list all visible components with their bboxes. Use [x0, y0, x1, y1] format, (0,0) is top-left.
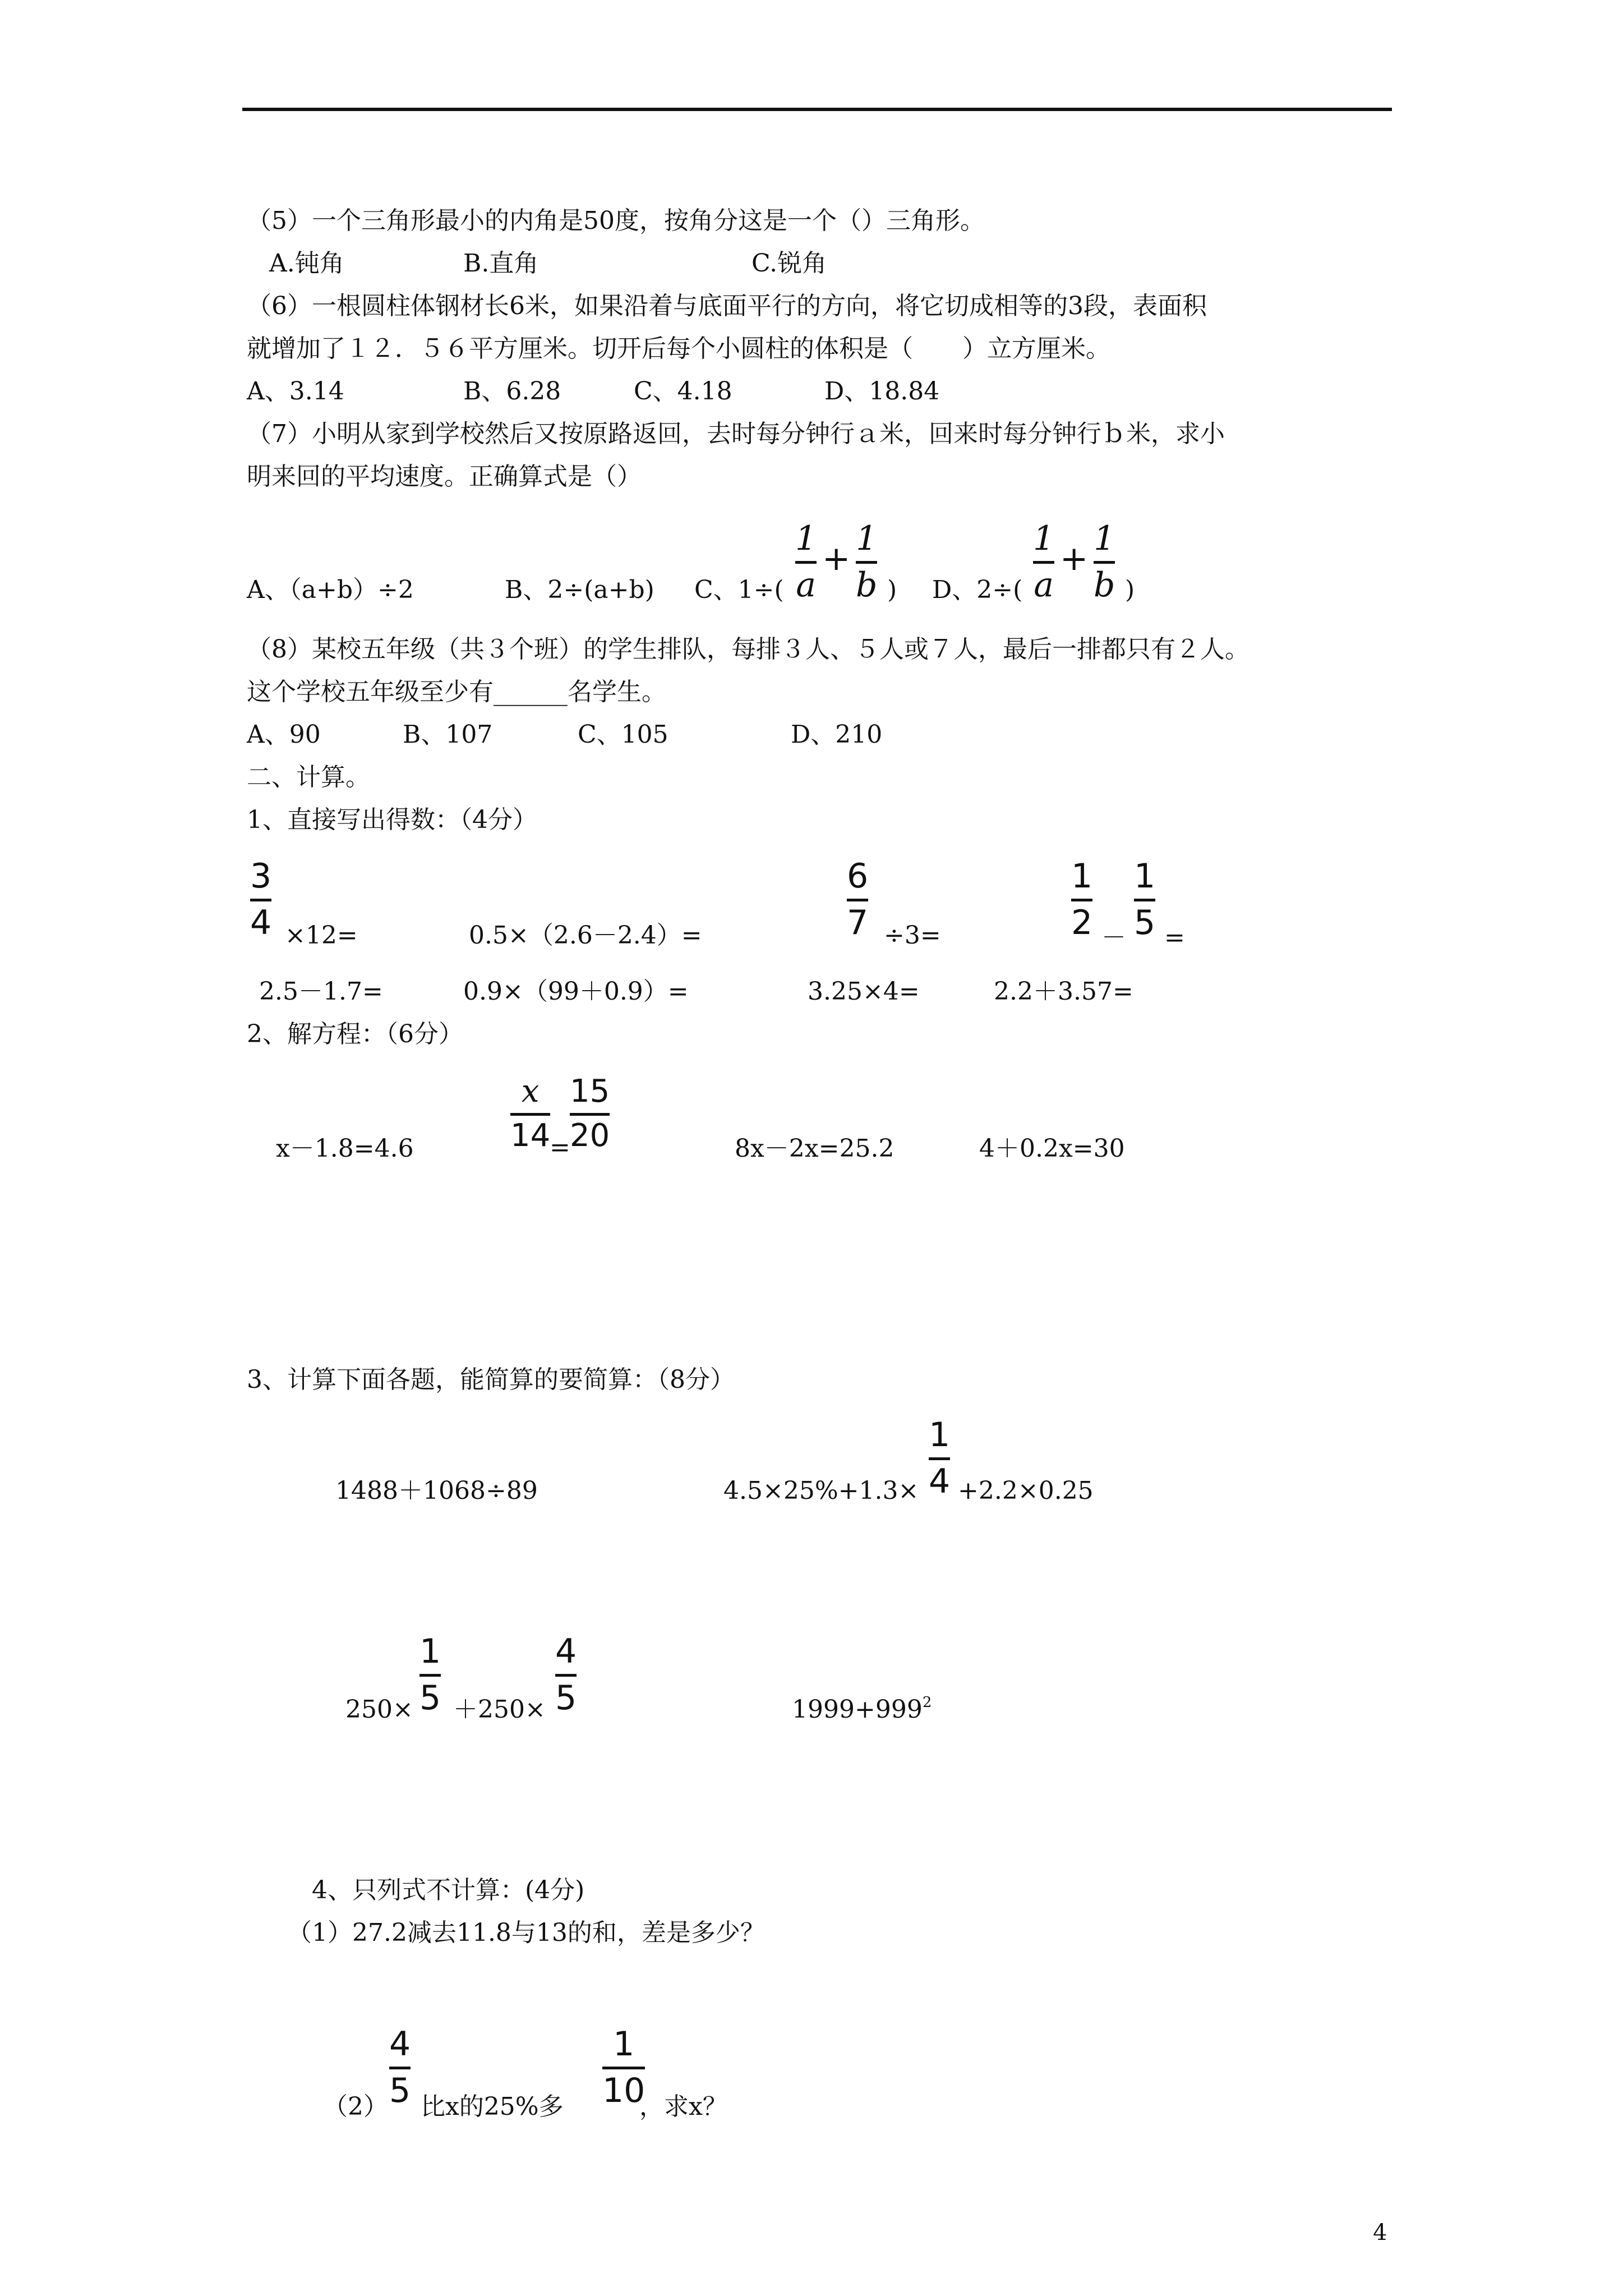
q8-option-a: A、90 [247, 720, 321, 749]
q6-option-a: A、3.14 [247, 377, 344, 406]
p1-e3-rest: ÷3= [884, 921, 941, 950]
q7-c-fraction-1-over-a: 1 a [795, 519, 817, 605]
p3-c3-prefix: 250× [345, 1695, 413, 1724]
p1-e3-fraction: 6 7 [847, 857, 869, 942]
q7-c-fraction-1-over-b: 1 b [856, 519, 878, 605]
p3-c1: 1488＋1068÷89 [335, 1476, 538, 1505]
q5-option-b: B.直角 [463, 249, 539, 278]
q7-line2: 明来回的平均速度。正确算式是（） [247, 462, 642, 491]
p3-c4-base: 1999+999 [792, 1695, 923, 1724]
p2-eq2-equals: = [550, 1133, 570, 1162]
q6-option-d: D、18.84 [824, 377, 940, 406]
q6-line2: 就增加了１２．５６平方厘米。切开后每个小圆柱的体积是（ ）立方厘米。 [247, 334, 1110, 363]
section-2-heading: 二、计算。 [247, 763, 370, 792]
q8-option-d: D、210 [791, 720, 883, 749]
p1-e4-fraction-2: 1 5 [1134, 857, 1156, 942]
q7-c-plus: + [822, 539, 851, 578]
p4-q2-suffix: ，求x？ [639, 2092, 727, 2121]
p1-e7: 3.25×4= [808, 977, 920, 1006]
part3-title: 3、计算下面各题，能简算的要简算：（8分） [247, 1365, 735, 1394]
q5-stem: （5）一个三角形最小的内角是50度，按角分这是一个（）三角形。 [247, 206, 985, 235]
p4-q1: （1）27.2减去11.8与13的和，差是多少？ [287, 1918, 765, 1947]
part2-title: 2、解方程：（6分） [247, 1020, 463, 1048]
q7-option-b: B、2÷(a+b) [505, 576, 654, 604]
q6-option-c: C、4.18 [634, 377, 732, 406]
q7-d-fraction-1-over-b: 1 b [1094, 519, 1115, 605]
header-rule [242, 108, 1392, 111]
page-number: 4 [1373, 2220, 1387, 2246]
p3-c4-exponent: 2 [922, 1694, 932, 1711]
q6-line1: （6）一根圆柱体钢材长6米，如果沿着与底面平行的方向，将它切成相等的3段，表面积 [247, 292, 1207, 320]
p3-c3-fraction-1: 1 5 [419, 1632, 441, 1718]
p2-eq2-fraction-x-over-14: x 14 [510, 1073, 551, 1154]
p1-e1-fraction: 3 4 [250, 857, 272, 942]
p2-eq2-fraction-15-over-20: 15 20 [570, 1073, 610, 1154]
q7-d-fraction-1-over-a: 1 a [1033, 519, 1055, 605]
p3-c2-prefix: 4.5×25%+1.3× [723, 1476, 919, 1505]
p1-e5: 2.5－1.7= [259, 977, 383, 1006]
q7-option-d-prefix: D、2÷( [932, 576, 1023, 604]
q8-line2: 这个学校五年级至少有______名学生。 [247, 678, 666, 706]
p3-c4 [792, 1694, 932, 1724]
q7-line1: （7）小明从家到学校然后又按原路返回，去时每分钟行ａ米，回来时每分钟行ｂ米，求小 [247, 420, 1225, 448]
q8-line1: （8）某校五年级（共３个班）的学生排队，每排３人、５人或７人，最后一排都只有２人。 [247, 635, 1249, 664]
q5-option-a: A.钝角 [269, 249, 344, 278]
p2-eq4: 4＋0.2x=30 [979, 1134, 1125, 1163]
q6-option-b: B、6.28 [463, 377, 561, 406]
p4-q2-prefix: （2） [323, 2092, 388, 2121]
q5-option-c: C.锐角 [751, 249, 827, 278]
p3-c2-fraction: 1 4 [929, 1415, 951, 1501]
part4-title: 4、只列式不计算：(4分) [312, 1876, 585, 1904]
p1-e8: 2.2＋3.57= [994, 977, 1133, 1006]
p2-eq3: 8x－2x=25.2 [735, 1134, 895, 1163]
part1-title: 1、直接写出得数：（4分） [247, 806, 537, 834]
p3-c3-middle: ＋250× [453, 1695, 546, 1724]
p1-e4-fraction-1: 1 2 [1071, 857, 1093, 942]
p4-q2-middle: 比x的25%多 [421, 2092, 564, 2121]
q7-option-a: A、（a+b）÷2 [247, 576, 414, 604]
p4-q2-fraction-4-over-5: 4 5 [389, 2024, 411, 2110]
p1-e4-minus: － [1101, 923, 1126, 952]
p1-e2: 0.5×（2.6－2.4）= [469, 921, 702, 950]
p4-q2-fraction-1-over-10: 1 10 [602, 2024, 645, 2110]
q8-option-c: C、105 [578, 720, 668, 749]
q7-d-plus: + [1060, 539, 1089, 578]
p3-c2-suffix: +2.2×0.25 [958, 1476, 1094, 1505]
p3-c3-fraction-2: 4 5 [555, 1632, 577, 1718]
q7-option-c-suffix: ) [887, 576, 897, 604]
q8-option-b: B、107 [403, 720, 493, 749]
p1-e4-equals: = [1164, 923, 1185, 952]
q7-option-c-prefix: C、1÷( [694, 576, 784, 604]
p1-e1-rest: ×12= [285, 921, 358, 950]
p2-eq1: x－1.8=4.6 [276, 1134, 414, 1163]
p1-e6: 0.9×（99＋0.9）= [463, 977, 689, 1006]
q7-option-d-suffix: ) [1125, 576, 1135, 604]
